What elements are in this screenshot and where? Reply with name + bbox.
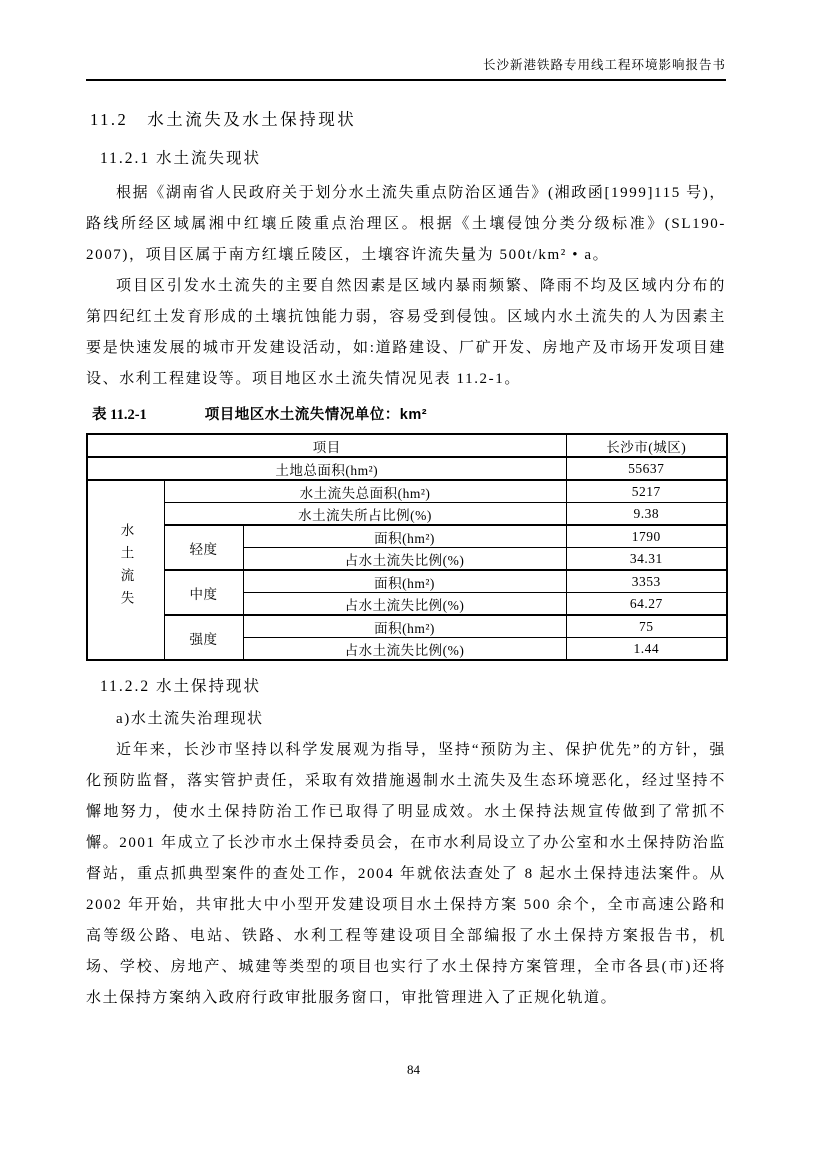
cell-severity-strong: 强度 xyxy=(164,615,243,660)
cell-land-total-value: 55637 xyxy=(566,457,727,480)
table-row-erosion-total xyxy=(87,480,727,503)
section-heading-11-2: 11.2 水土流失及水土保持现状 xyxy=(90,110,357,129)
page-content xyxy=(86,0,726,1014)
cell-strong-pct-label: 占水土流失比例(%) xyxy=(243,638,566,661)
cell-strong-area-label: 面积(hm²) xyxy=(243,615,566,638)
header-cell-region: 长沙市(城区) xyxy=(566,434,727,457)
table-row-light-area xyxy=(87,525,727,548)
table-row-erosion-ratio xyxy=(87,503,727,526)
table-row-medium-area xyxy=(87,570,727,593)
cell-land-total-label: 土地总面积(hm²) xyxy=(87,457,566,480)
table-row-land-total xyxy=(87,457,727,480)
cell-light-pct-label: 占水土流失比例(%) xyxy=(243,548,566,571)
paragraph-erosion-basis: 根据《湖南省人民政府关于划分水土流失重点防治区通告》(湘政函[1999]115 号)，路线所经区域属湘中红壤丘陵重点治理区。根据《土壤侵蚀分类分级标准》(SL190-2007)，项目区属于南方红壤丘陵区，土壤容许流失量为 500t/km² • a。 xyxy=(86,185,726,263)
subsection-heading-11-2-2: 11.2.2 水土保持现状 xyxy=(100,678,262,695)
header-cell-item: 项目 xyxy=(87,434,566,457)
cell-light-area-value: 1790 xyxy=(566,525,727,548)
table-caption xyxy=(92,403,726,424)
cell-light-area-label: 面积(hm²) xyxy=(243,525,566,548)
cell-erosion-group-label xyxy=(87,480,164,660)
cell-medium-area-label: 面积(hm²) xyxy=(243,570,566,593)
table-row-header xyxy=(87,434,727,457)
cell-erosion-ratio-label: 水土流失所占比例(%) xyxy=(164,503,566,526)
table-caption-title: 项目地区水土流失情况单位：km² xyxy=(204,407,428,423)
cell-erosion-ratio-value: 9.38 xyxy=(566,503,727,526)
running-header xyxy=(86,0,726,81)
subsection-heading-11-2-1: 11.2.1 水土流失现状 xyxy=(100,150,262,167)
cell-medium-pct-label: 占水土流失比例(%) xyxy=(243,593,566,616)
list-item-a: a)水土流失治理现状 xyxy=(116,711,264,727)
cell-severity-medium: 中度 xyxy=(164,570,243,615)
page-number: 84 xyxy=(407,1062,420,1077)
cell-medium-pct-value: 64.27 xyxy=(566,593,727,616)
cell-severity-light: 轻度 xyxy=(164,525,243,570)
cell-erosion-total-label: 水土流失总面积(hm²) xyxy=(164,480,566,503)
cell-medium-area-value: 3353 xyxy=(566,570,727,593)
paragraph-conservation-status: 近年来，长沙市坚持以科学发展观为指导，坚持“预防为主、保护优先”的方针，强化预防监督，落实管护责任，采取有效措施遏制水土流失及生态环境恶化，经过坚持不懈地努力，使水土保持防治工作已取得了明显成效。水土保持法规宣传做到了常抓不懈。2001 年成立了长沙市水土保持委员会，在市水利局设立了办公室和水土保持防治监督站，重点抓典型案件的查处工作，2004 年就依法查处了 8 起水土保持违法案件。从 2002 年开始，共审批大中小型开发建设项目水土保持方案 500 余个，全市高速公路和高等级公路、电站、铁路、水利工程等建设项目全部编报了水土保持方案报告书，机场、学校、房地产、城建等类型的项目也实行了水土保持方案管理，全市各县(市)还将水土保持方案纳入政府行政审批服务窗口，审批管理进入了正规化轨道。 xyxy=(86,742,726,1006)
paragraph-erosion-factors: 项目区引发水土流失的主要自然因素是区域内暴雨频繁、降雨不均及区域内分布的第四纪红土发育形成的土壤抗蚀能力弱，容易受到侵蚀。区域内水土流失的人为因素主要是快速发展的城市开发建设活动，如:道路建设、厂矿开发、房地产及市场开发项目建设、水利工程建设等。项目地区水土流失情况见表 11.2-1。 xyxy=(86,278,726,387)
running-header-title: 长沙新港铁路专用线工程环境影响报告书 xyxy=(482,58,726,72)
soil-erosion-table xyxy=(86,433,728,661)
cell-erosion-total-value: 5217 xyxy=(566,480,727,503)
table-caption-number: 表 11.2-1 xyxy=(92,407,147,423)
cell-strong-area-value: 75 xyxy=(566,615,727,638)
table-row-strong-area xyxy=(87,615,727,638)
vertical-group-label: 水土流失 xyxy=(118,523,134,613)
cell-strong-pct-value: 1.44 xyxy=(566,638,727,661)
cell-light-pct-value: 34.31 xyxy=(566,548,727,571)
